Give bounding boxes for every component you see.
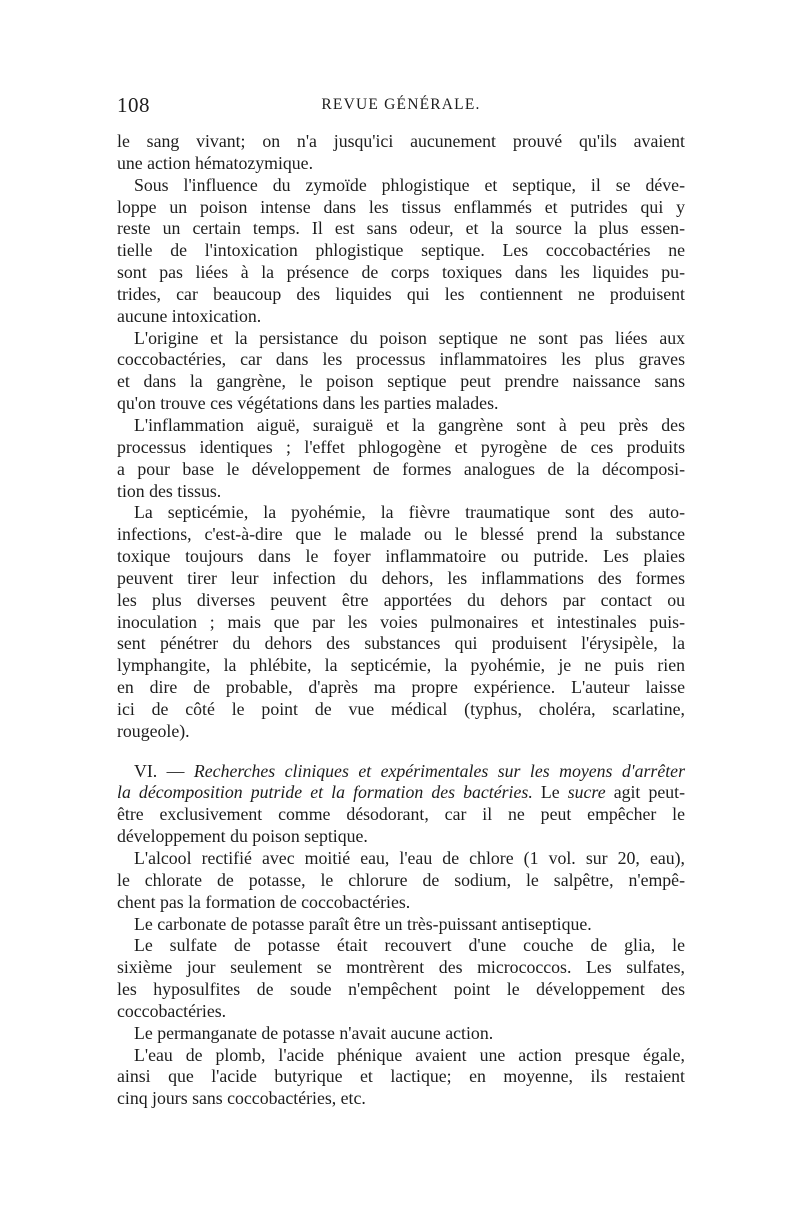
text-line: les plus diverses peuvent être apportées du dehors par contact ou bbox=[117, 589, 685, 610]
text-line: les hyposulfites de soude n'empêchent point le développement des bbox=[117, 979, 685, 1000]
paragraph bbox=[117, 914, 685, 936]
text-line: une action hématozymique. bbox=[117, 152, 314, 173]
paragraph bbox=[117, 131, 685, 175]
text-line: peuvent tirer leur infection du dehors, les inflammations des formes bbox=[117, 567, 685, 588]
text-line: sont pas liées à la présence de corps toxiques dans les liquides pu- bbox=[117, 262, 685, 283]
text-line: inoculation ; mais que par les voies pulmonaires et intestinales puis- bbox=[117, 611, 685, 632]
text-line: Le permanganate de potasse n'avait aucune action. bbox=[134, 1022, 494, 1043]
paragraph bbox=[117, 1045, 685, 1111]
paragraph bbox=[117, 415, 685, 502]
text-line: en dire de probable, d'après ma propre expérience. L'auteur laisse bbox=[117, 677, 685, 698]
text-line: le chlorate de potasse, le chlorure de sodium, le salpêtre, n'empê- bbox=[117, 869, 685, 890]
text-line: infections, c'est-à-dire que le malade ou le blessé prend la substance bbox=[117, 524, 685, 545]
section-gap bbox=[117, 743, 685, 761]
page-number: 108 bbox=[117, 93, 150, 117]
section-title-line bbox=[117, 782, 685, 804]
text-line: chent pas la formation de coccobactéries. bbox=[117, 891, 411, 912]
text-line: a pour base le développement de formes analogues de la décomposi- bbox=[117, 458, 685, 479]
text-line: et dans la gangrène, le poison septique peut prendre naissance sans bbox=[117, 371, 685, 392]
text-line: Le sulfate de potasse était recouvert d'une couche de glia, le bbox=[134, 935, 685, 956]
text-line: tion des tissus. bbox=[117, 480, 222, 501]
text-line: trides, car beaucoup des liquides qui les contiennent ne produisent bbox=[117, 283, 685, 304]
body-text bbox=[117, 131, 685, 1110]
text-line: L'origine et la persistance du poison septique ne sont pas liées aux bbox=[134, 327, 685, 348]
paragraph bbox=[117, 935, 685, 1022]
text-line: être exclusivement comme désodorant, car il ne peut empêcher le bbox=[117, 804, 685, 825]
text-line: Le carbonate de potasse paraît être un très-puissant antiseptique. bbox=[134, 913, 592, 934]
section-number: VI. — bbox=[134, 760, 194, 781]
text-line: loppe un poison intense dans les tissus enflammés et putrides qui y bbox=[117, 196, 685, 217]
text-line: aucune intoxication. bbox=[117, 305, 262, 326]
text-line: tielle de l'intoxication phlogistique septique. Les coccobactéries ne bbox=[117, 240, 685, 261]
text-line: développement du poison septique. bbox=[117, 826, 368, 847]
text-line: ici de côté le point de vue médical (typhus, choléra, scarlatine, bbox=[117, 698, 685, 719]
text-line: rougeole). bbox=[117, 720, 190, 741]
text-line: sent pénétrer du dehors des substances qui produisent l'érysipèle, la bbox=[117, 633, 685, 654]
emphasis-sucre: sucre bbox=[567, 782, 606, 803]
text-line: cinq jours sans coccobactéries, etc. bbox=[117, 1088, 366, 1109]
text-line: reste un certain temps. Il est sans odeur, et la source la plus essen- bbox=[117, 218, 685, 239]
text-line: qu'on trouve ces végétations dans les parties malades. bbox=[117, 393, 499, 414]
paragraph bbox=[117, 175, 685, 328]
text-line: processus identiques ; l'effet phlogogène et pyrogène de ces produits bbox=[117, 436, 685, 457]
section-title: Recherches cliniques et expérimentales sur les moyens d'arrêter bbox=[193, 760, 685, 781]
text-line: L'inflammation aiguë, suraiguë et la gangrène sont à peu près des bbox=[134, 414, 685, 435]
text-line: lymphangite, la phlébite, la septicémie, la pyohémie, je ne puis rien bbox=[117, 655, 685, 676]
section-title-line bbox=[117, 761, 685, 783]
text-line: La septicémie, la pyohémie, la fièvre traumatique sont des auto- bbox=[134, 502, 685, 523]
text-line: L'eau de plomb, l'acide phénique avaient une action presque égale, bbox=[134, 1044, 685, 1065]
text-span: agit peut- bbox=[605, 782, 685, 803]
paragraph bbox=[117, 502, 685, 742]
text-line: toxique toujours dans le foyer inflammatoire ou putride. Les plaies bbox=[117, 546, 685, 567]
paragraph bbox=[117, 1023, 685, 1045]
text-line: coccobactéries. bbox=[117, 1000, 227, 1021]
text-span: Le bbox=[532, 782, 568, 803]
page-header bbox=[117, 93, 685, 121]
section-title: la décomposition putride et la formation des bactéries. bbox=[117, 782, 533, 803]
text-line: sixième jour seulement se montrèrent des micrococcos. Les sulfates, bbox=[117, 957, 685, 978]
paragraph bbox=[117, 328, 685, 415]
text-line: Sous l'influence du zymoïde phlogistique et septique, il se déve- bbox=[134, 174, 685, 195]
text-line: le sang vivant; on n'a jusqu'ici aucunement prouvé qu'ils avaient bbox=[117, 131, 685, 151]
text-line: ainsi que l'acide butyrique et lactique; en moyenne, ils restaient bbox=[117, 1066, 685, 1087]
running-head: REVUE GÉNÉRALE. bbox=[321, 96, 481, 113]
text-line: L'alcool rectifié avec moitié eau, l'eau de chlore (1 vol. sur 20, eau), bbox=[134, 848, 685, 868]
paragraph bbox=[117, 848, 685, 914]
section-vi-paragraph bbox=[117, 761, 685, 848]
text-line: coccobactéries, car dans les processus inflammatoires les plus graves bbox=[117, 349, 685, 370]
